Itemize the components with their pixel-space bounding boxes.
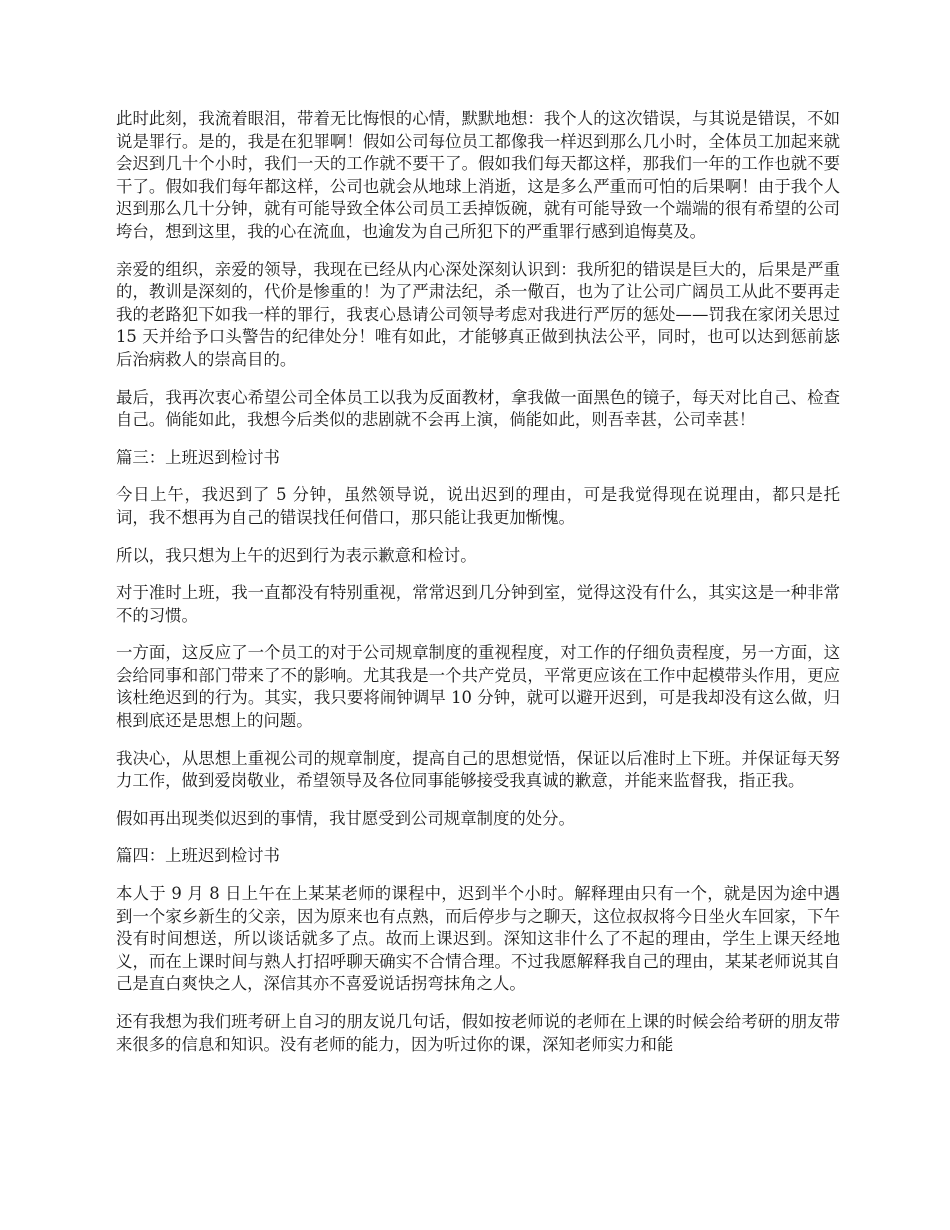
paragraph: 此时此刻，我流着眼泪，带着无比悔恨的心情，默默地想：我个人的这次错误，与其说是错误，不如说是罪行。是的，我是在犯罪啊！假如公司每位员工都像我一样迟到那么几小时，全体员工加起来就会迟到几十个小时，我们一天的工作就不要干了。假如我们每天都这样，那我们一年的工作也就不要干了。假如我们每年都这样，公司也就会从地球上消逝，这是多么严重而可怕的后果啊！由于我个人迟到那么几十分钟，就有可能导致全体公司员工丢掉饭碗，就有可能导致一个端端的很有希望的公司垮台，想到这里，我的心在流血，也逾发为自己所犯下的严重罪行感到追悔莫及。 [116, 109, 840, 241]
paragraph: 本人于 9 月 8 日上午在上某某老师的课程中，迟到半个小时。解释理由只有一个，就是因为途中遇到一个家乡新生的父亲，因为原来也有点熟，而后停步与之聊天，这位叔叔将今日坐火车回家，下午没有时间想送，所以谈话就多了点。故而上课迟到。深知这非什么了不起的理由，学生上课天经地义，而在上课时间与熟人打招呼聊天确实不合情合理。不过我愿解释我自己的理由，某某老师说其自己是直白爽快之人，深信其亦不喜爱说话拐弯抹角之人。 [116, 884, 840, 994]
document-body [116, 108, 840, 1071]
paragraph: 今日上午，我迟到了 5 分钟，虽然领导说，说出迟到的理由，可是我觉得现在说理由，都只是托词，我不想再为自己的错误找任何借口，那只能让我更加惭愧。 [116, 485, 840, 527]
paragraph: 最后，我再次衷心希望公司全体员工以我为反面教材，拿我做一面黑色的镜子，每天对比自己、检查自己。倘能如此，我想今后类似的悲剧就不会再上演，倘能如此，则吾幸甚，公司幸甚！ [116, 387, 840, 430]
paragraph: 一方面，这反应了一个员工的对于公司规章制度的重视程度，对工作的仔细负责程度，另一方面，这会给同事和部门带来了不的影响。尤其我是一个共产党员，平常更应该在工作中起模带头作用，更应该杜绝迟到的行为。其实，我只要将闹钟调早 10 分钟，就可以避开迟到，可是我却没有这么做，归根到底还是思想上的问题。 [116, 643, 840, 731]
paragraph: 我决心，从思想上重视公司的规章制度，提高自己的思想觉悟，保证以后准时上下班。并保证每天努力工作，做到爱岗敬业，希望领导及各位同事能够接受我真诚的歉意，并能来监督我，指正我。 [116, 748, 840, 791]
section-heading: 篇三：上班迟到检讨书 [116, 447, 280, 467]
paragraph: 所以，我只想为上午的迟到行为表示歉意和检讨。 [116, 545, 477, 565]
section-heading: 篇四：上班迟到检讨书 [116, 846, 280, 866]
paragraph: 亲爱的组织，亲爱的领导，我现在已经从内心深处深刻认识到：我所犯的错误是巨大的，后果是严重的，教训是深刻的，代价是惨重的！为了严肃法纪，杀一儆百，也为了让公司广阔员工从此不要再走我的老路犯下如我一样的罪行，我衷心恳请公司领导考虑对我进行严厉的惩处——罚我在家闭关思过 15 天并给予口头警告的纪律处分！唯有如此，才能够真正做到执法公平，同时，也可以达到惩前毖后治病救人的崇高目的。 [116, 259, 840, 369]
paragraph: 假如再出现类似迟到的事情，我甘愿受到公司规章制度的处分。 [116, 808, 575, 828]
paragraph: 还有我想为我们班考研上自习的朋友说几句话，假如按老师说的老师在上课的时候会给考研的朋友带来很多的信息和知识。没有老师的能力，因为听过你的课，深知老师实力和能 [116, 1012, 840, 1054]
paragraph: 对于准时上班，我一直都没有特别重视，常常迟到几分钟到室，觉得这没有什么，其实这是一种非常不的习惯。 [116, 583, 840, 625]
